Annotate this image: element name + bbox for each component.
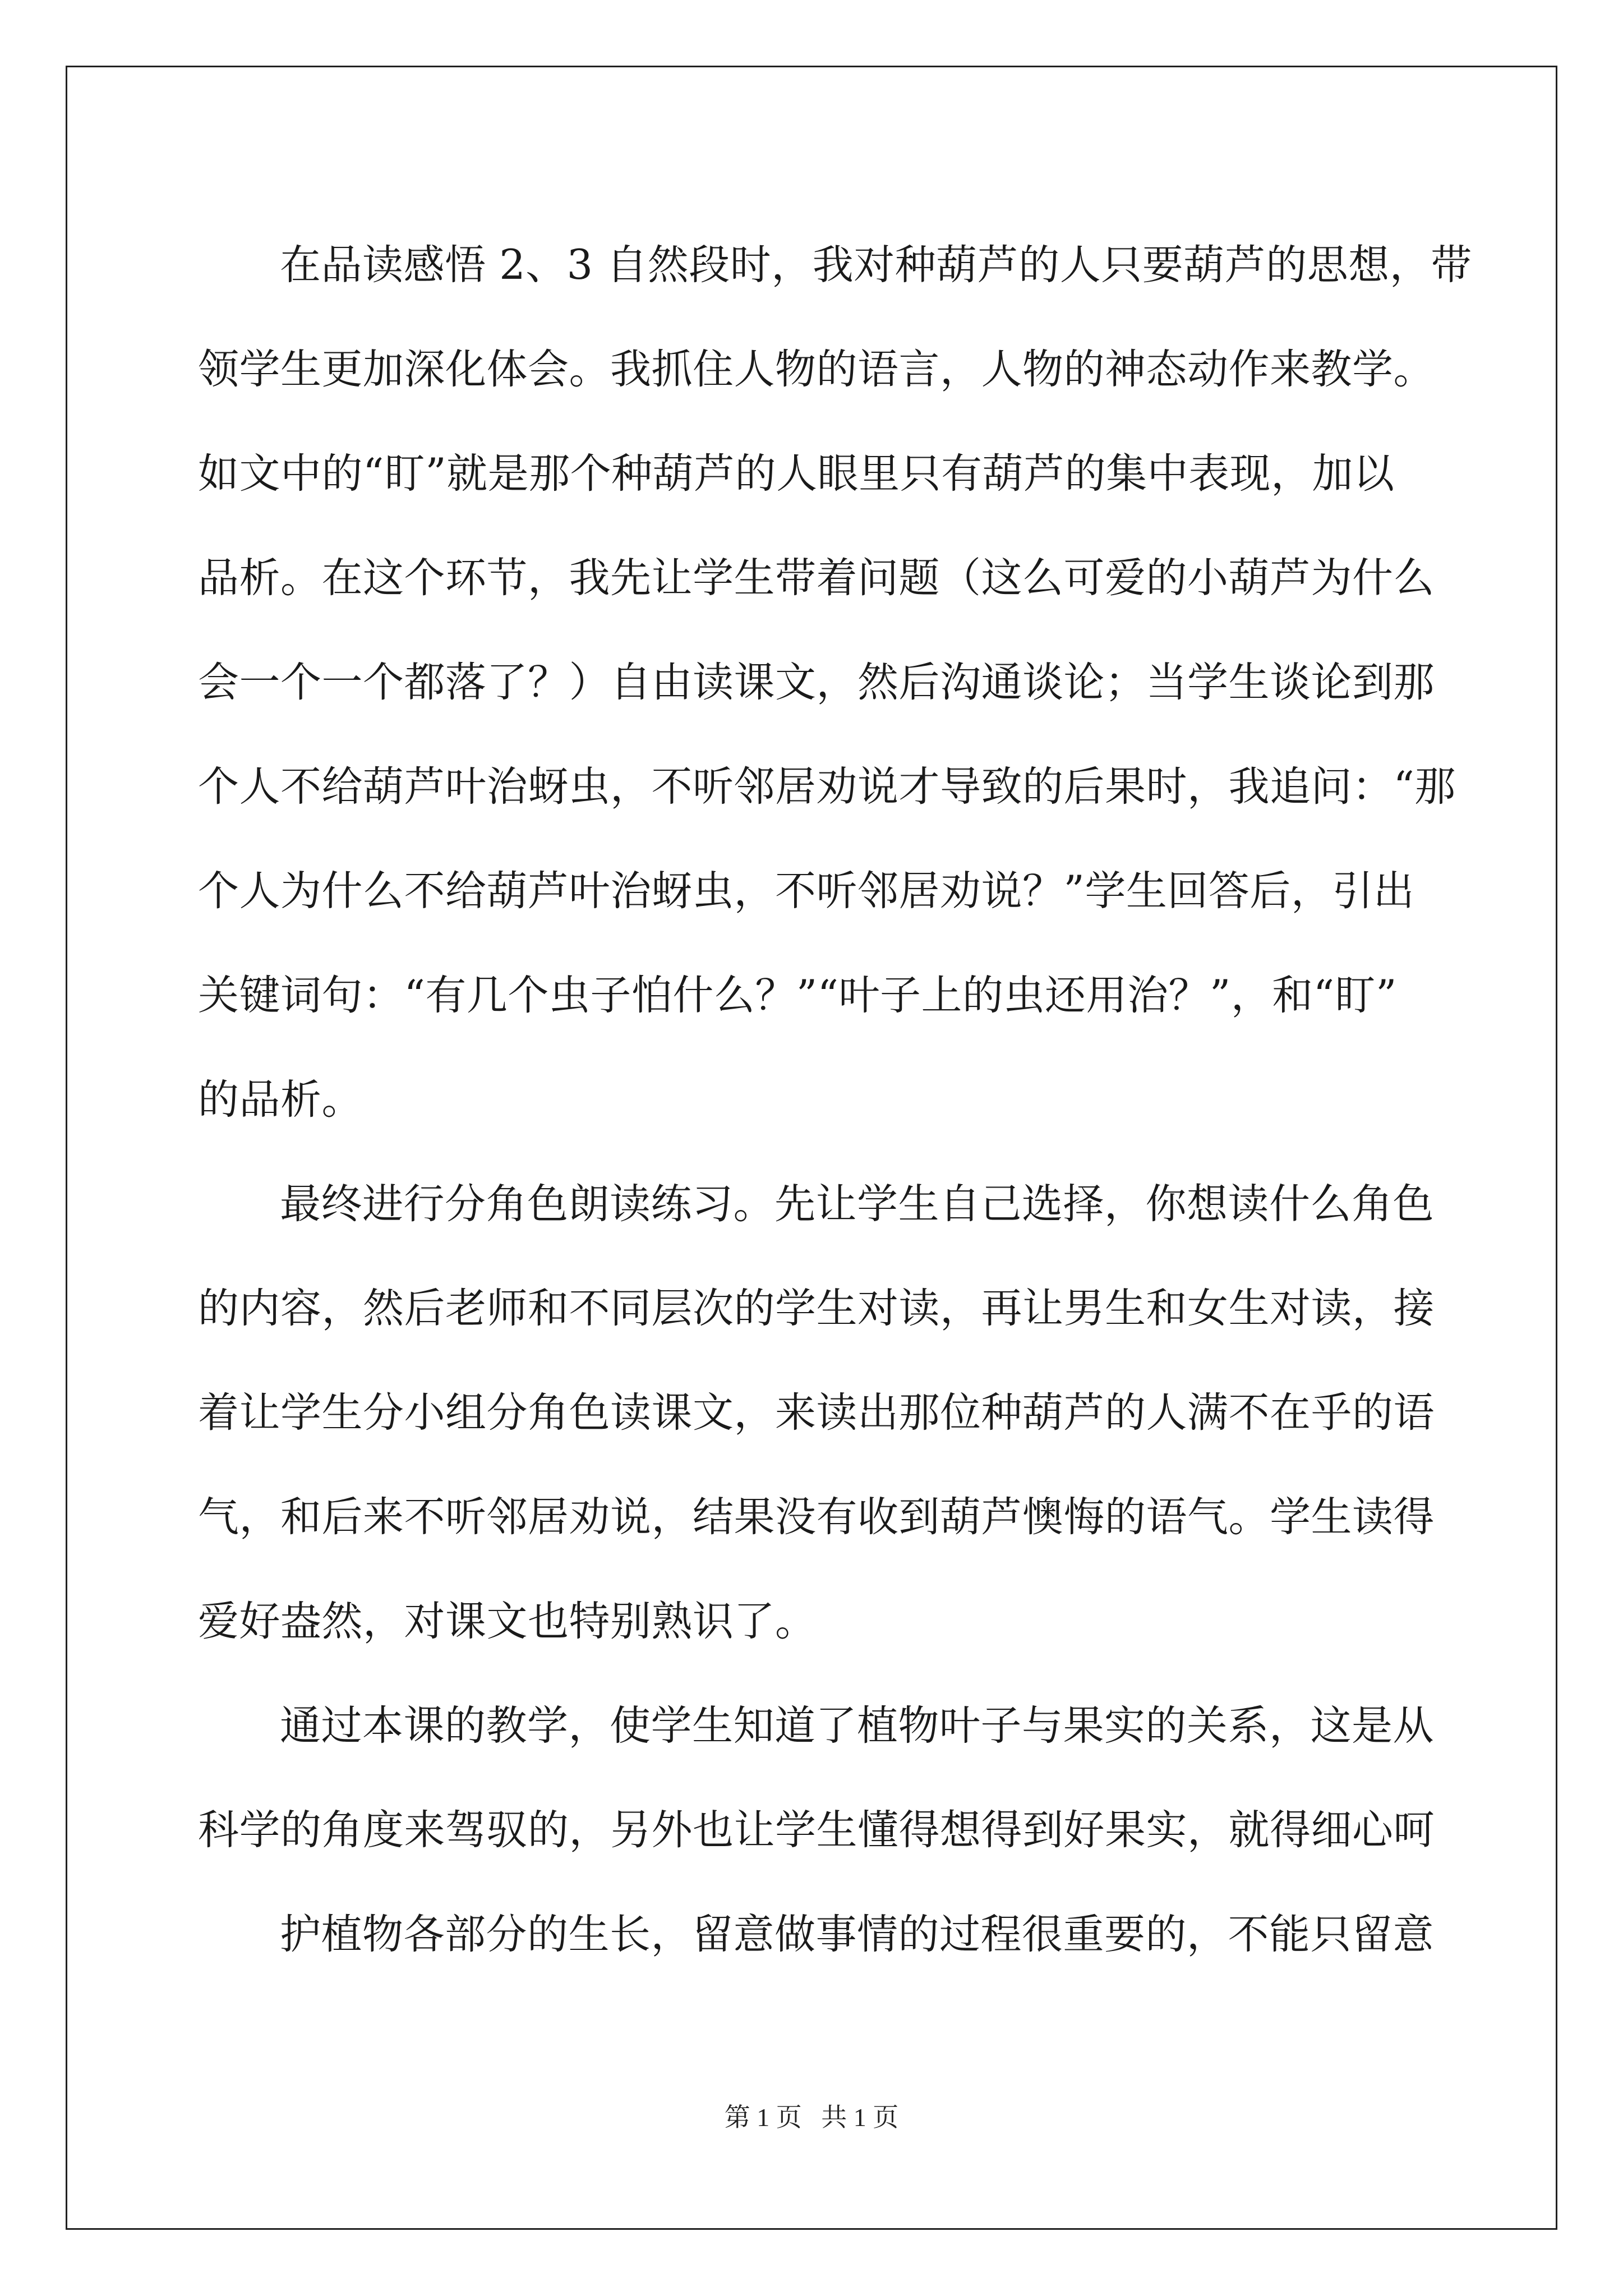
text-line: 科学的角度来驾驭的，另外也让学生懂得想得到好果实，就得细心呵 [198, 1806, 1435, 1854]
text-line: 个人为什么不给葫芦叶治蚜虫，不听邻居劝说？”学生回答后，引出 [198, 867, 1415, 915]
text-line: 会一个一个都落了？）自由读课文，然后沟通谈论；当学生谈论到那 [198, 659, 1435, 706]
text-line: 关键词句：“有几个虫子怕什么？”“叶子上的虫还用治？”，和“盯” [198, 972, 1397, 1019]
text-line: 护植物各部分的生长，留意做事情的过程很重要的，不能只留意 [280, 1911, 1434, 1958]
text-line: 通过本课的教学，使学生知道了植物叶子与果实的关系，这是从 [280, 1702, 1434, 1750]
text-line: 的品析。 [198, 1076, 363, 1124]
document-body [198, 213, 1472, 1987]
text-line: 最终进行分角色朗读练习。先让学生自己选择，你想读什么角色 [280, 1180, 1434, 1228]
text-line: 气，和后来不听邻居劝说，结果没有收到葫芦懊悔的语气。学生读得 [198, 1493, 1435, 1541]
text-line: 着让学生分小组分角色读课文，来读出那位种葫芦的人满不在乎的语 [198, 1389, 1435, 1437]
text-line: 的内容，然后老师和不同层次的学生对读，再让男生和女生对读，接 [198, 1285, 1435, 1332]
text-line: 爱好盎然，对课文也特别熟识了。 [198, 1598, 817, 1645]
text-line: 品析。在这个环节，我先让学生带着问题（这么可爱的小葫芦为什么 [198, 554, 1435, 602]
text-line: 如文中的“盯”就是那个种葫芦的人眼里只有葫芦的集中表现，加以 [198, 450, 1395, 498]
text-line: 领学生更加深化体会。我抓住人物的语言，人物的神态动作来教学。 [198, 346, 1435, 393]
text-line: 在品读感悟 2、3 自然段时，我对种葫芦的人只要葫芦的思想，带 [280, 241, 1472, 289]
text-line: 个人不给葫芦叶治蚜虫，不听邻居劝说才导致的后果时，我追问：“那 [198, 763, 1456, 811]
page-footer: 第 1 页 共 1 页 [724, 2103, 899, 2132]
